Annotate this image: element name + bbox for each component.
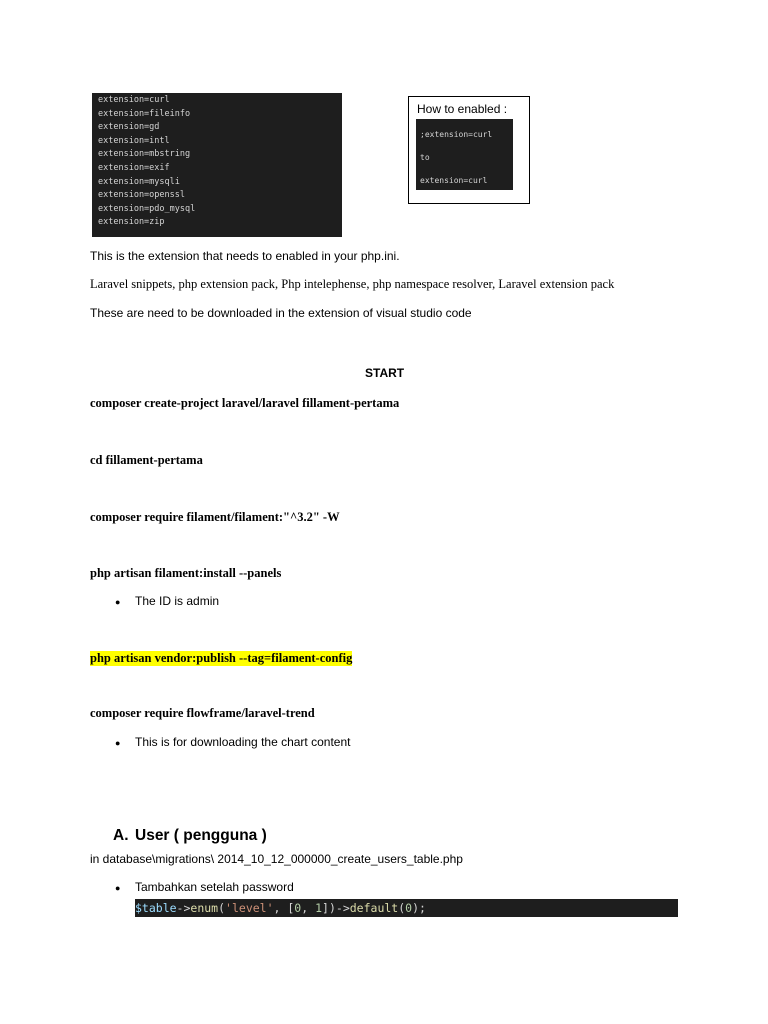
bullet-icon: ●	[115, 738, 121, 748]
command-cd: cd fillament-pertama	[90, 453, 203, 467]
howto-code-block	[416, 119, 513, 190]
code-line: extension=gd	[98, 122, 160, 133]
command-vendor-publish: php artisan vendor:publish --tag=filament-config	[90, 651, 353, 665]
bullet-id-admin: The ID is admin	[135, 594, 220, 608]
section-letter: A.	[113, 827, 129, 844]
bullet-icon: ●	[115, 597, 121, 607]
extensions-code-block	[92, 93, 342, 237]
command-require-filament: composer require filament/filament:"^3.2" -W	[90, 510, 340, 524]
command-create-project: composer create-project laravel/laravel fillament-pertama	[90, 396, 400, 410]
bullet-after-password: Tambahkan setelah password	[135, 880, 294, 894]
command-require-trend: composer require flowframe/laravel-trend	[90, 706, 315, 720]
code-line: to	[420, 153, 430, 162]
section-title: User ( pengguna )	[135, 827, 267, 844]
howto-title: How to enabled :	[417, 102, 508, 116]
code-line: ;extension=curl	[420, 130, 493, 139]
code-line: extension=curl	[420, 176, 488, 185]
code-line: extension=mbstring	[98, 149, 191, 160]
code-line: extension=intl	[98, 135, 170, 146]
code-line: extension=mysqli	[98, 176, 180, 187]
code-line: extension=fileinfo	[98, 108, 191, 119]
code-line: extension=zip	[98, 217, 165, 228]
command-install-panels: php artisan filament:install --panels	[90, 566, 282, 580]
migration-code-line: $table->enum('level', [0, 1])->default(0);	[135, 899, 678, 917]
code-line: extension=curl	[98, 95, 170, 105]
code-line: extension=openssl	[98, 190, 185, 201]
extension-note: This is the extension that needs to enabled in your php.ini.	[90, 249, 400, 263]
migration-path: in database\migrations\ 2014_10_12_000000_create_users_table.php	[90, 852, 463, 866]
bullet-icon: ●	[115, 883, 121, 893]
section-a-heading	[113, 827, 267, 845]
code-line: extension=pdo_mysql	[98, 203, 196, 214]
bullet-chart: This is for downloading the chart content	[135, 735, 351, 749]
vscode-note: These are need to be downloaded in the extension of visual studio code	[90, 306, 472, 320]
code-line: extension=exif	[98, 162, 170, 173]
vscode-extension-list: Laravel snippets, php extension pack, Php intelephense, php namespace resolver, Laravel extension pack	[90, 277, 615, 291]
start-heading: START	[365, 366, 405, 380]
